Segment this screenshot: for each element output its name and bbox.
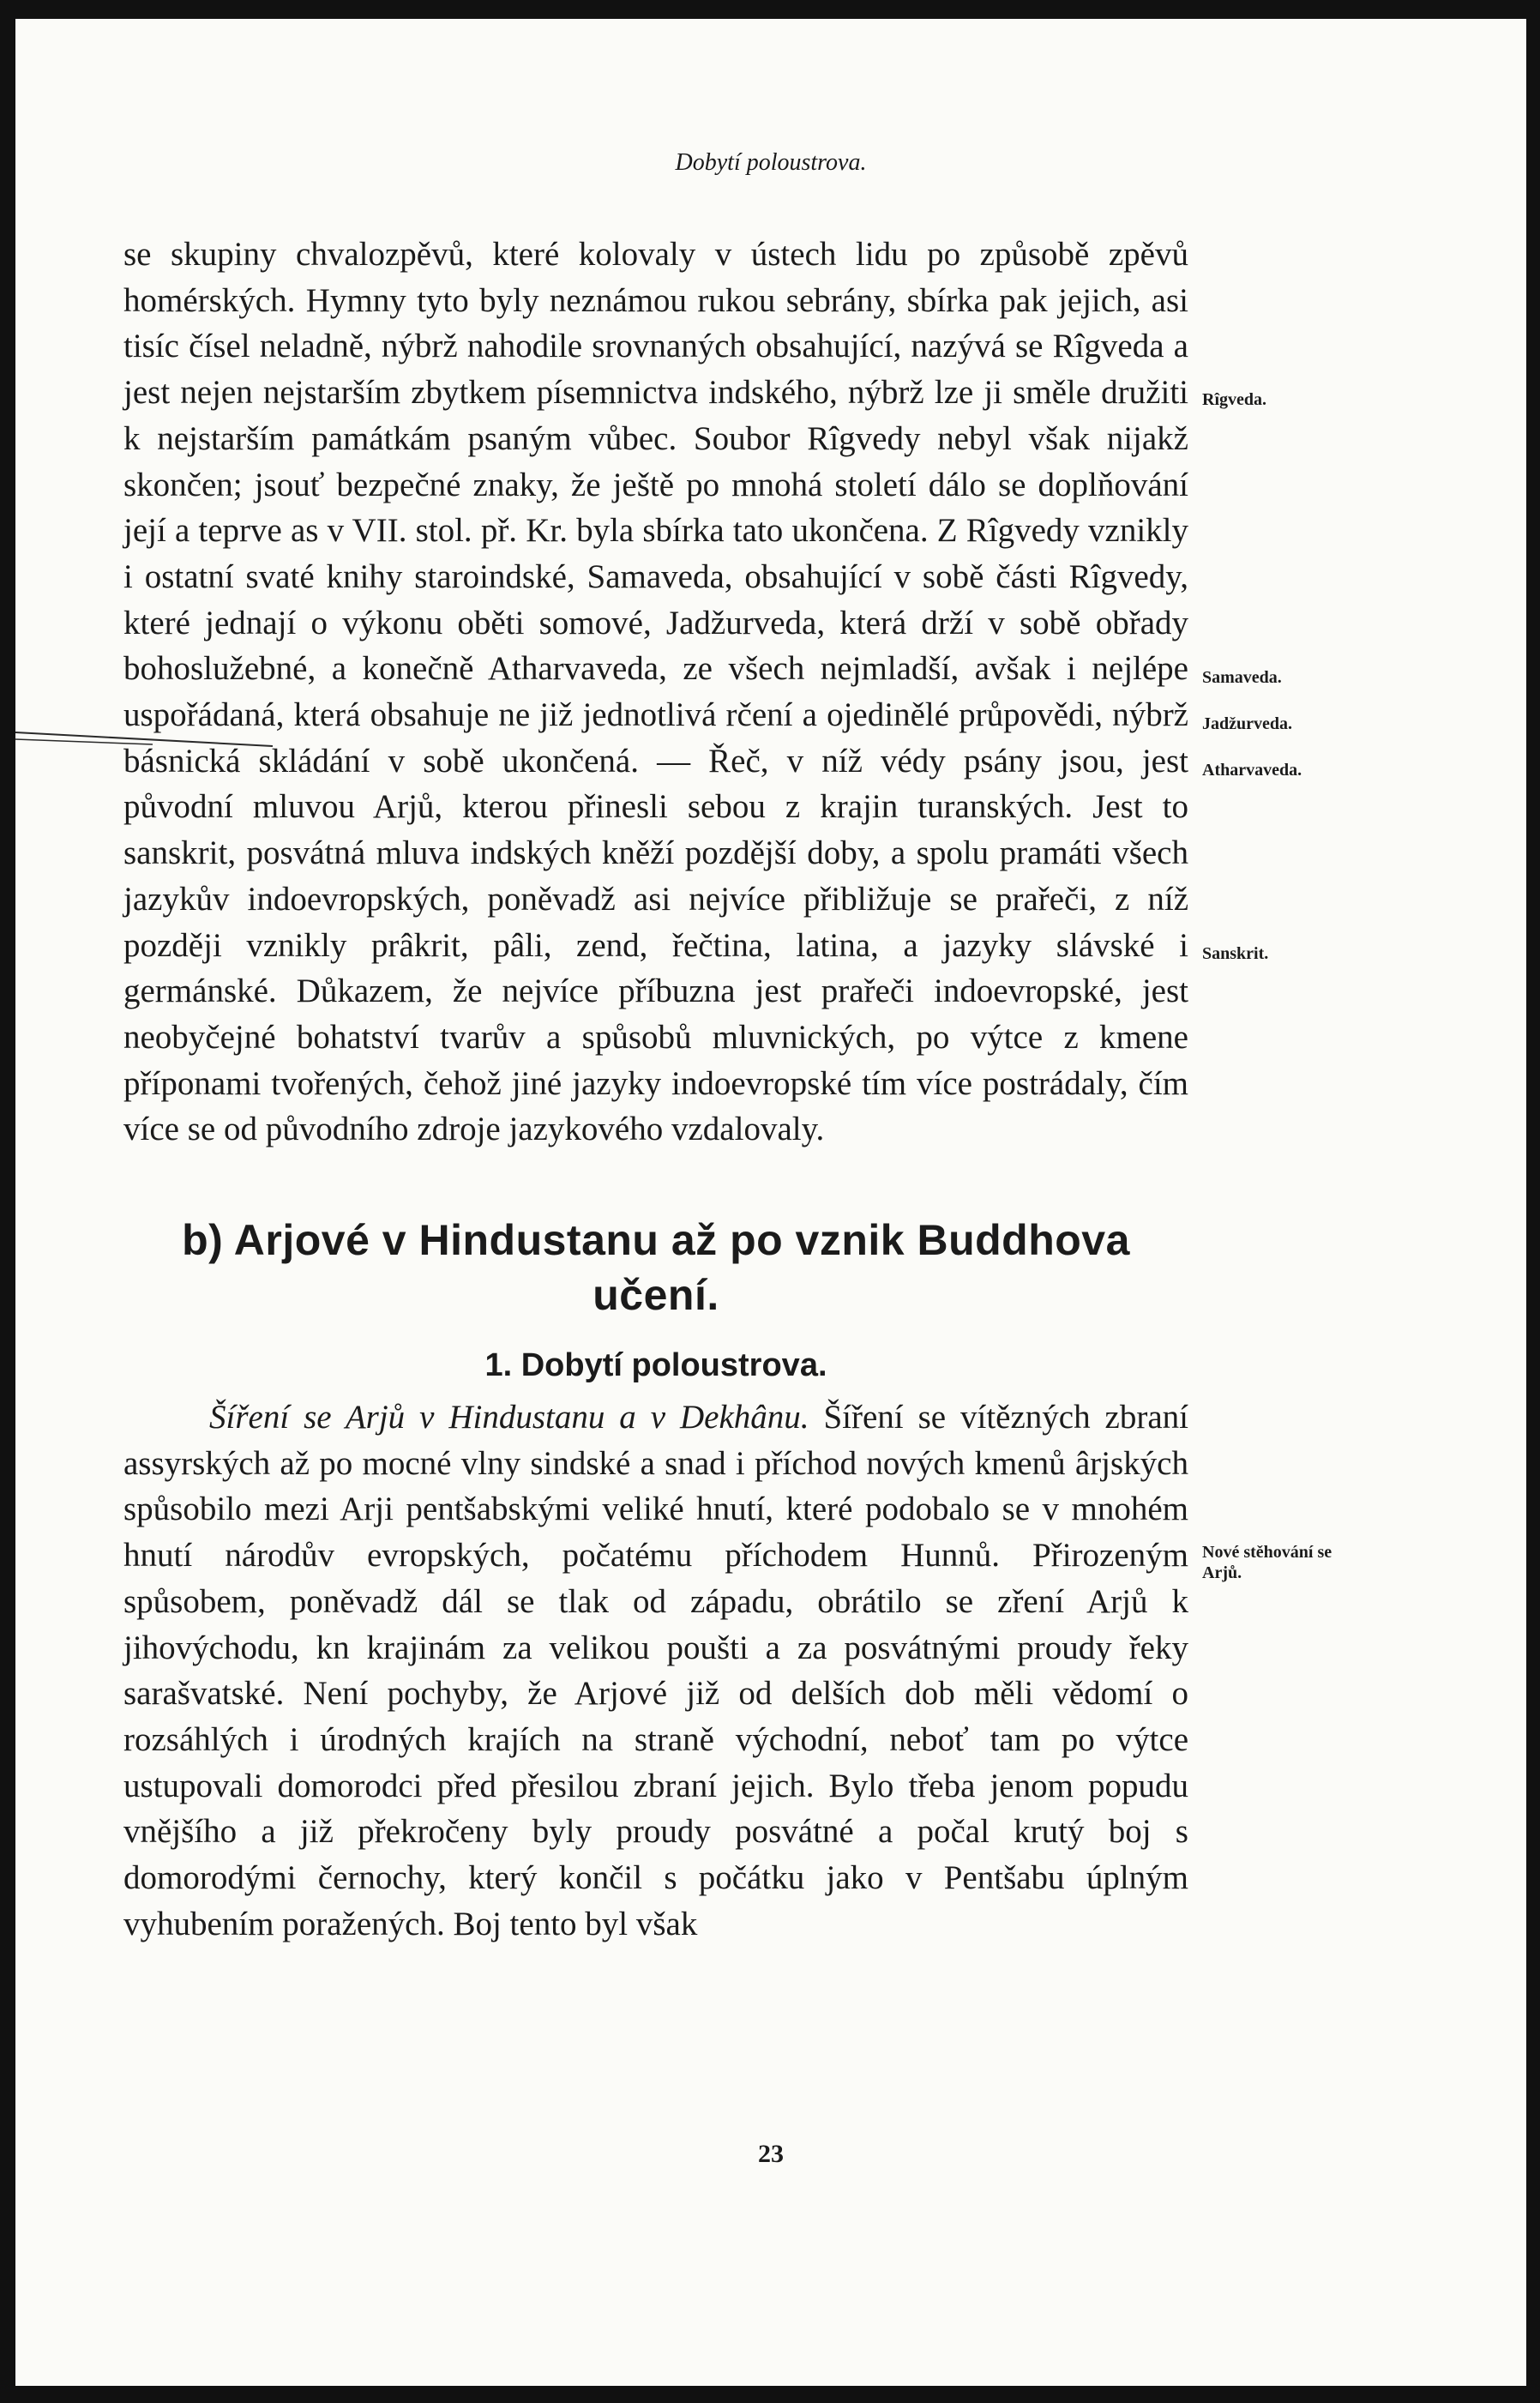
book-page bbox=[15, 19, 1526, 2386]
margin-note-nove-stehovani: Nové stěhování se Arjů. bbox=[1202, 1543, 1332, 1582]
subsection-heading: 1. Dobytí poloustrova. bbox=[484, 1347, 827, 1384]
section-heading: b) Arjové v Hindustanu až po vznik Buddhova učení. bbox=[182, 1216, 1130, 1320]
margin-note-atharvaveda: Atharvaveda. bbox=[1202, 761, 1302, 780]
section-paragraph bbox=[123, 1394, 1188, 1947]
body-paragraph: se skupiny chvalozpěvů, které kolovaly v ústech lidu po způsobě zpěvů homérských. Hymny tyto byly neznámou rukou sebrány, sbírka pak jejich, asi tisíc čísel neladně, nýbrž nahodile srovnaných obsahující, nazývá se Rîgveda a jest nejen nejstarším zbytkem písemnictva indského, nýbrž lze ji směle družiti k nejstarším památkám psaným vůbec. Soubor Rîgvedy nebyl však nijakž skončen; jsouť bezpečné znaky, že ještě po mnohá století dálo se doplňování její a teprve as v VII. stol. př. Kr. byla sbírka tato ukončena. Z Rîgvedy vznikly i ostatní svaté knihy staroindské, Samaveda, obsahující v sobě části Rîgvedy, které jednají o výkonu oběti somové, Jadžurveda, která drží v sobě obřady bohoslužebné, a konečně Atharvaveda, ze všech nejmladší, avšak i nejlépe uspořádaná, která obsahuje ne již jednotlivá rčení a ojedinělé průpovědi, nýbrž básnická skládání v sobě ukončená. — Řeč, v níž védy psány jsou, jest původní mluvou Arjů, kterou přinesli sebou z krajin turanských. Jest to sanskrit, posvátná mluva indských kněží pozdější doby, a spolu pramáti všech jazykův indoevropských, poněvadž asi nejvíce přibližuje se prařeči, z níž později vznikly prâkrit, pâli, zend, řečtina, latina, a jazyky slávské i germánské. Důkazem, že nejvíce příbuzna jest prařeči indoevropské, jest neobyčejné bohatství tvarův a spůsobů mluvnických, po výtce z kmene příponami tvořených, čehož jiné jazyky indoevropské tím více postrádaly, čím více se od původního zdroje jazykového vzdalovaly. bbox=[123, 236, 1188, 1148]
margin-note-jadzurveda: Jadžurveda. bbox=[1202, 714, 1292, 733]
page-number: 23 bbox=[758, 2140, 784, 2168]
margin-note-samaveda: Samaveda. bbox=[1202, 668, 1282, 687]
running-head: Dobytí poloustrova. bbox=[675, 149, 867, 176]
margin-note-sanskrit: Sanskrit. bbox=[1202, 944, 1269, 963]
text-column bbox=[123, 232, 1188, 1948]
lead-italic: Šíření se Arjů v Hindustanu a v Dekhânu. bbox=[209, 1399, 809, 1436]
margin-note-rigveda: Rîgveda. bbox=[1202, 390, 1266, 409]
section-body: Šíření se vítězných zbraní assyrských až po mocné vlny sindské a snad i příchod nových kmenů ârjských spůsobilo mezi Arji pentšabskými veliké hnutí, které podobalo se v mnohém hnutí národův evropských, počatému příchodem Hunnů. Přirozeným spůsobem, poněvadž dál se tlak od západu, obrátilo se zření Arjů k jihovýchodu, kn krajinám za velikou poušti a za posvátnými proudy řeky sarašvatské. Není pochyby, že Arjové již od delších dob měli vědomí o rozsáhlých i úrodných krajích na straně východní, neboť tam po výtce ustupovali domorodci před přesilou zbraní jejich. Bylo třeba jenom popudu vnějšího a již překročeny byly proudy posvátné a počal krutý boj s domorodými černochy, který končil s počátku jako v Pentšabu úplným vyhubením poražených. Boj tento byl však bbox=[123, 1399, 1188, 1942]
